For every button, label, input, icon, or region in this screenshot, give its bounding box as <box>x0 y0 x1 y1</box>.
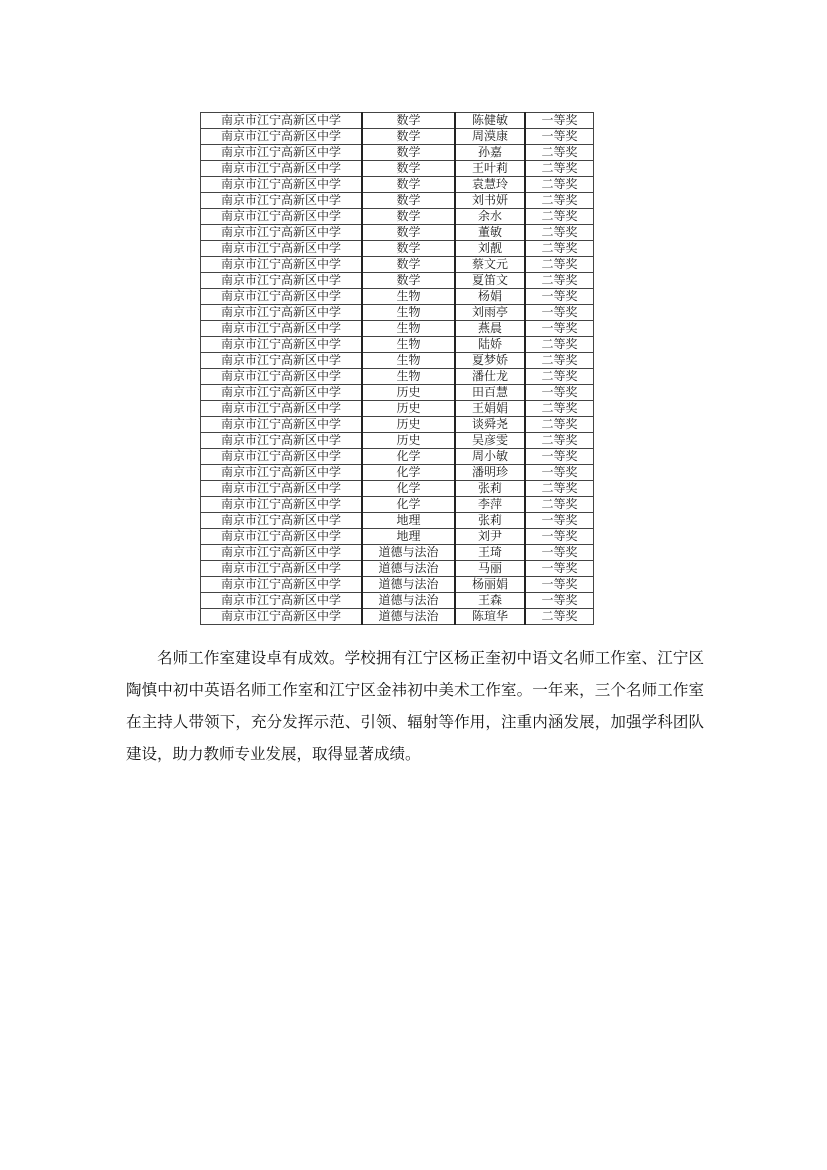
teacher-name-cell: 余水 <box>455 209 525 225</box>
teacher-name-cell: 周漠康 <box>455 129 525 145</box>
teacher-name-cell: 刘靓 <box>455 241 525 257</box>
table-row <box>201 593 594 609</box>
award-cell: 二等奖 <box>525 401 594 417</box>
school-cell: 南京市江宁高新区中学 <box>201 145 363 161</box>
award-cell: 一等奖 <box>525 385 594 401</box>
table-row <box>201 193 594 209</box>
award-cell: 二等奖 <box>525 209 594 225</box>
teacher-name-cell: 王娟娟 <box>455 401 525 417</box>
school-cell: 南京市江宁高新区中学 <box>201 561 363 577</box>
award-cell: 二等奖 <box>525 177 594 193</box>
teacher-name-cell: 陆娇 <box>455 337 525 353</box>
subject-cell: 数学 <box>362 257 455 273</box>
table-row <box>201 289 594 305</box>
subject-cell: 生物 <box>362 353 455 369</box>
award-cell: 二等奖 <box>525 433 594 449</box>
school-cell: 南京市江宁高新区中学 <box>201 465 363 481</box>
award-cell: 一等奖 <box>525 577 594 593</box>
school-cell: 南京市江宁高新区中学 <box>201 289 363 305</box>
school-cell: 南京市江宁高新区中学 <box>201 449 363 465</box>
teacher-name-cell: 谈舜尧 <box>455 417 525 433</box>
school-cell: 南京市江宁高新区中学 <box>201 401 363 417</box>
table-row <box>201 113 594 129</box>
award-cell: 二等奖 <box>525 273 594 289</box>
subject-cell: 化学 <box>362 449 455 465</box>
award-table-body <box>201 113 594 625</box>
award-cell: 一等奖 <box>525 449 594 465</box>
table-row <box>201 401 594 417</box>
table-row <box>201 369 594 385</box>
award-cell: 二等奖 <box>525 369 594 385</box>
table-row <box>201 529 594 545</box>
subject-cell: 道德与法治 <box>362 593 455 609</box>
subject-cell: 数学 <box>362 209 455 225</box>
teacher-name-cell: 孙嘉 <box>455 145 525 161</box>
school-cell: 南京市江宁高新区中学 <box>201 257 363 273</box>
subject-cell: 数学 <box>362 193 455 209</box>
subject-cell: 数学 <box>362 145 455 161</box>
teacher-name-cell: 吴彦雯 <box>455 433 525 449</box>
school-cell: 南京市江宁高新区中学 <box>201 305 363 321</box>
subject-cell: 数学 <box>362 241 455 257</box>
school-cell: 南京市江宁高新区中学 <box>201 513 363 529</box>
award-cell: 二等奖 <box>525 225 594 241</box>
subject-cell: 生物 <box>362 321 455 337</box>
teacher-name-cell: 刘书妍 <box>455 193 525 209</box>
table-row <box>201 177 594 193</box>
table-row <box>201 129 594 145</box>
subject-cell: 道德与法治 <box>362 577 455 593</box>
table-row <box>201 321 594 337</box>
award-cell: 二等奖 <box>525 481 594 497</box>
school-cell: 南京市江宁高新区中学 <box>201 481 363 497</box>
subject-cell: 道德与法治 <box>362 609 455 625</box>
school-cell: 南京市江宁高新区中学 <box>201 385 363 401</box>
subject-cell: 数学 <box>362 161 455 177</box>
school-cell: 南京市江宁高新区中学 <box>201 209 363 225</box>
teacher-name-cell: 杨娟 <box>455 289 525 305</box>
award-cell: 一等奖 <box>525 593 594 609</box>
award-cell: 一等奖 <box>525 129 594 145</box>
teacher-name-cell: 燕晨 <box>455 321 525 337</box>
teacher-name-cell: 王叶莉 <box>455 161 525 177</box>
school-cell: 南京市江宁高新区中学 <box>201 225 363 241</box>
teacher-name-cell: 陈瑄华 <box>455 609 525 625</box>
teacher-name-cell: 董敏 <box>455 225 525 241</box>
school-cell: 南京市江宁高新区中学 <box>201 529 363 545</box>
award-cell: 二等奖 <box>525 497 594 513</box>
school-cell: 南京市江宁高新区中学 <box>201 497 363 513</box>
subject-cell: 地理 <box>362 513 455 529</box>
table-row <box>201 465 594 481</box>
subject-cell: 地理 <box>362 529 455 545</box>
school-cell: 南京市江宁高新区中学 <box>201 177 363 193</box>
award-cell: 二等奖 <box>525 145 594 161</box>
school-cell: 南京市江宁高新区中学 <box>201 577 363 593</box>
school-cell: 南京市江宁高新区中学 <box>201 321 363 337</box>
teacher-name-cell: 王森 <box>455 593 525 609</box>
table-row <box>201 545 594 561</box>
table-row <box>201 577 594 593</box>
award-cell: 二等奖 <box>525 353 594 369</box>
subject-cell: 数学 <box>362 129 455 145</box>
award-cell: 二等奖 <box>525 161 594 177</box>
award-cell: 一等奖 <box>525 545 594 561</box>
subject-cell: 生物 <box>362 369 455 385</box>
teacher-name-cell: 潘明珍 <box>455 465 525 481</box>
teacher-name-cell: 张莉 <box>455 481 525 497</box>
award-cell: 二等奖 <box>525 609 594 625</box>
subject-cell: 历史 <box>362 433 455 449</box>
teacher-name-cell: 张莉 <box>455 513 525 529</box>
subject-cell: 化学 <box>362 481 455 497</box>
award-cell: 二等奖 <box>525 241 594 257</box>
award-cell: 一等奖 <box>525 289 594 305</box>
award-cell: 二等奖 <box>525 417 594 433</box>
award-cell: 一等奖 <box>525 113 594 129</box>
school-cell: 南京市江宁高新区中学 <box>201 417 363 433</box>
teacher-name-cell: 夏梦娇 <box>455 353 525 369</box>
award-cell: 一等奖 <box>525 305 594 321</box>
teacher-name-cell: 陈健敏 <box>455 113 525 129</box>
subject-cell: 数学 <box>362 177 455 193</box>
teacher-name-cell: 杨丽娟 <box>455 577 525 593</box>
table-row <box>201 209 594 225</box>
subject-cell: 生物 <box>362 289 455 305</box>
subject-cell: 生物 <box>362 305 455 321</box>
table-row <box>201 449 594 465</box>
table-row <box>201 353 594 369</box>
table-row <box>201 273 594 289</box>
subject-cell: 化学 <box>362 497 455 513</box>
subject-cell: 历史 <box>362 417 455 433</box>
subject-cell: 历史 <box>362 401 455 417</box>
teacher-name-cell: 王琦 <box>455 545 525 561</box>
award-cell: 二等奖 <box>525 193 594 209</box>
teacher-name-cell: 潘仕龙 <box>455 369 525 385</box>
school-cell: 南京市江宁高新区中学 <box>201 129 363 145</box>
table-row <box>201 417 594 433</box>
teacher-name-cell: 田百慧 <box>455 385 525 401</box>
body-paragraph: 名师工作室建设卓有成效。学校拥有江宁区杨正奎初中语文名师工作室、江宁区陶慎中初中英语名师工作室和江宁区金祎初中美术工作室。一年来，三个名师工作室在主持人带领下，充分发挥示范、引领、辐射等作用，注重内涵发展，加强学科团队建设，助力教师专业发展，取得显著成绩。 <box>126 649 704 763</box>
subject-cell: 数学 <box>362 113 455 129</box>
award-cell: 一等奖 <box>525 321 594 337</box>
school-cell: 南京市江宁高新区中学 <box>201 273 363 289</box>
subject-cell: 数学 <box>362 273 455 289</box>
school-cell: 南京市江宁高新区中学 <box>201 369 363 385</box>
school-cell: 南京市江宁高新区中学 <box>201 113 363 129</box>
school-cell: 南京市江宁高新区中学 <box>201 193 363 209</box>
table-row <box>201 225 594 241</box>
subject-cell: 历史 <box>362 385 455 401</box>
award-cell: 一等奖 <box>525 465 594 481</box>
subject-cell: 道德与法治 <box>362 545 455 561</box>
table-row <box>201 145 594 161</box>
award-table <box>200 112 594 625</box>
teacher-name-cell: 夏笛文 <box>455 273 525 289</box>
table-row <box>201 337 594 353</box>
award-cell: 一等奖 <box>525 561 594 577</box>
award-cell: 一等奖 <box>525 513 594 529</box>
school-cell: 南京市江宁高新区中学 <box>201 609 363 625</box>
subject-cell: 数学 <box>362 225 455 241</box>
school-cell: 南京市江宁高新区中学 <box>201 337 363 353</box>
school-cell: 南京市江宁高新区中学 <box>201 545 363 561</box>
table-row <box>201 513 594 529</box>
teacher-name-cell: 周小敏 <box>455 449 525 465</box>
award-cell: 一等奖 <box>525 529 594 545</box>
table-row <box>201 481 594 497</box>
teacher-name-cell: 马丽 <box>455 561 525 577</box>
table-row <box>201 561 594 577</box>
teacher-name-cell: 蔡文元 <box>455 257 525 273</box>
teacher-name-cell: 刘尹 <box>455 529 525 545</box>
subject-cell: 化学 <box>362 465 455 481</box>
teacher-name-cell: 袁慧玲 <box>455 177 525 193</box>
school-cell: 南京市江宁高新区中学 <box>201 241 363 257</box>
table-row <box>201 161 594 177</box>
table-row <box>201 305 594 321</box>
subject-cell: 道德与法治 <box>362 561 455 577</box>
subject-cell: 生物 <box>362 337 455 353</box>
school-cell: 南京市江宁高新区中学 <box>201 593 363 609</box>
award-cell: 二等奖 <box>525 257 594 273</box>
table-row <box>201 497 594 513</box>
table-row <box>201 609 594 625</box>
school-cell: 南京市江宁高新区中学 <box>201 353 363 369</box>
table-row <box>201 385 594 401</box>
table-row <box>201 433 594 449</box>
award-cell: 二等奖 <box>525 337 594 353</box>
school-cell: 南京市江宁高新区中学 <box>201 161 363 177</box>
teacher-name-cell: 刘雨亭 <box>455 305 525 321</box>
table-row <box>201 241 594 257</box>
teacher-name-cell: 李萍 <box>455 497 525 513</box>
table-row <box>201 257 594 273</box>
school-cell: 南京市江宁高新区中学 <box>201 433 363 449</box>
